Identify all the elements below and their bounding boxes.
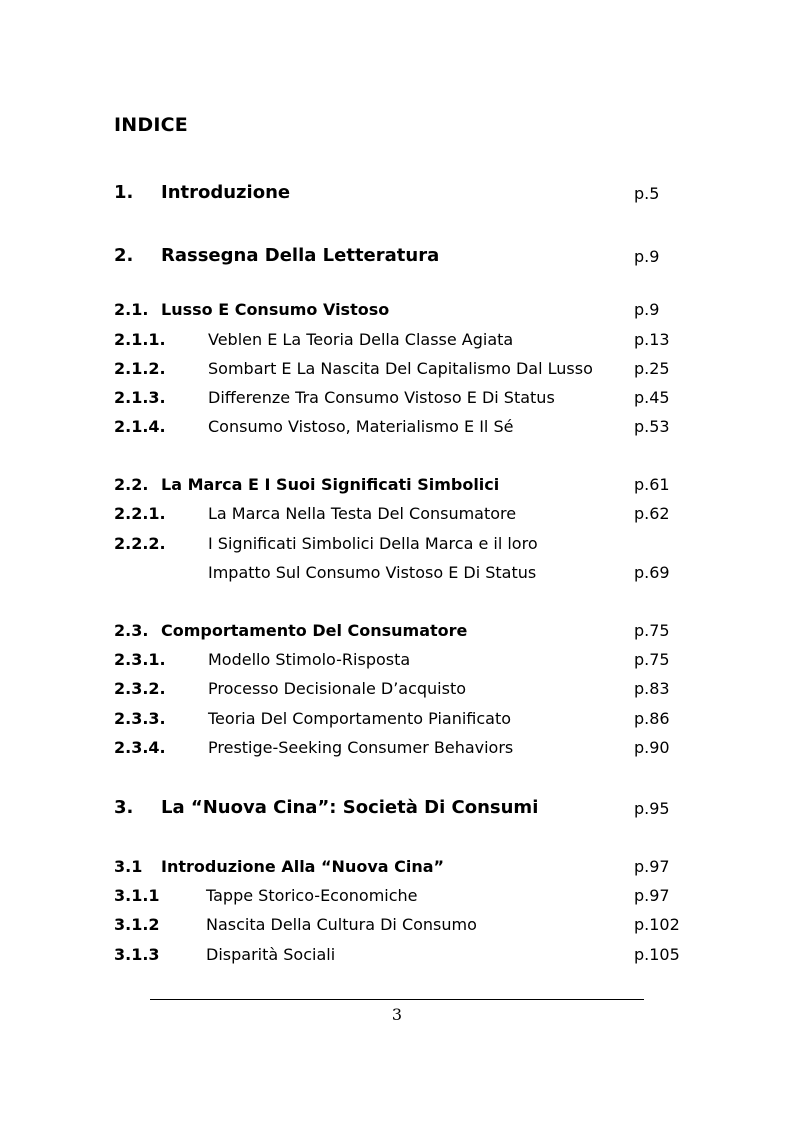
toc-label: Teoria Del Comportamento Pianificato [208, 709, 512, 728]
toc-number: 2.1.4. [114, 417, 166, 436]
toc-entry-2-3[interactable] [114, 621, 694, 645]
toc-label: Consumo Vistoso, Materialismo E Il Sé [208, 417, 514, 436]
toc-page: p.90 [634, 738, 670, 757]
toc-page: p.102 [634, 915, 680, 934]
toc-label: Rassegna Della Letteratura [161, 245, 440, 266]
toc-page: p.5 [634, 184, 660, 203]
toc-number: 2.3.4. [114, 738, 166, 757]
toc-number: 2.1.2. [114, 359, 166, 378]
toc-page: p.75 [634, 650, 670, 669]
toc-page: p.45 [634, 388, 670, 407]
toc-page: p.13 [634, 330, 670, 349]
toc-entry-2[interactable] [114, 245, 694, 269]
toc-number: 2.1.1. [114, 330, 166, 349]
toc-page: p.69 [634, 563, 670, 582]
toc-number: 3.1.3 [114, 945, 160, 964]
toc-label: La Marca E I Suoi Significati Simbolici [161, 475, 500, 494]
toc-entry-1[interactable] [114, 182, 694, 206]
toc-label: Modello Stimolo-Risposta [208, 650, 411, 669]
toc-label: Introduzione Alla “Nuova Cina” [161, 857, 445, 876]
toc-page: p.95 [634, 799, 670, 818]
toc-page: p.97 [634, 857, 670, 876]
toc-number: 2.3.1. [114, 650, 166, 669]
toc-number: 1. [114, 182, 134, 203]
toc-entry-3[interactable] [114, 797, 694, 821]
toc-number: 2.2. [114, 475, 149, 494]
toc-entry-2-3-3[interactable] [114, 709, 694, 733]
toc-page: p.53 [634, 417, 670, 436]
toc-entry-2-1-1[interactable] [114, 330, 694, 354]
toc-label: Differenze Tra Consumo Vistoso E Di Status [208, 388, 555, 407]
toc-page: p.9 [634, 300, 660, 319]
toc-number: 2.1. [114, 300, 149, 319]
toc-page: p.75 [634, 621, 670, 640]
toc-label: Tappe Storico-Economiche [206, 886, 418, 905]
toc-page: p.97 [634, 886, 670, 905]
toc-label: La “Nuova Cina”: Società Di Consumi [161, 797, 539, 818]
toc-label: La Marca Nella Testa Del Consumatore [208, 504, 517, 523]
toc-number: 2. [114, 245, 134, 266]
toc-entry-3-1-2[interactable] [114, 915, 694, 939]
toc-number: 2.3. [114, 621, 149, 640]
toc-entry-2-1[interactable] [114, 300, 694, 324]
toc-label: I Significati Simbolici Della Marca e il loro [208, 534, 538, 553]
toc-number: 3. [114, 797, 134, 818]
toc-entry-2-3-1[interactable] [114, 650, 694, 674]
toc-label: Prestige-Seeking Consumer Behaviors [208, 738, 514, 757]
toc-label: Comportamento Del Consumatore [161, 621, 468, 640]
toc-label-continued: Impatto Sul Consumo Vistoso E Di Status [208, 563, 537, 582]
toc-label: Processo Decisionale D’acquisto [208, 679, 467, 698]
toc-entry-3-1[interactable] [114, 857, 694, 881]
toc-entry-2-1-3[interactable] [114, 388, 694, 412]
toc-number: 3.1.1 [114, 886, 160, 905]
toc-entry-2-1-4[interactable] [114, 417, 694, 441]
toc-label: Lusso E Consumo Vistoso [161, 300, 390, 319]
toc-number: 2.2.1. [114, 504, 166, 523]
page-number: 3 [391, 1005, 403, 1024]
toc-number: 3.1 [114, 857, 143, 876]
toc-label: Nascita Della Cultura Di Consumo [206, 915, 477, 934]
toc-label: Sombart E La Nascita Del Capitalismo Dal Lusso [208, 359, 593, 378]
toc-entry-3-1-1[interactable] [114, 886, 694, 910]
toc-number: 2.1.3. [114, 388, 166, 407]
toc-entry-2-3-2[interactable] [114, 679, 694, 703]
toc-entry-3-1-3[interactable] [114, 945, 694, 969]
toc-entry-2-2-1[interactable] [114, 504, 694, 528]
toc-number: 3.1.2 [114, 915, 160, 934]
toc-entry-2-2-2[interactable] [114, 534, 694, 588]
toc-page: p.83 [634, 679, 670, 698]
toc-number: 2.3.2. [114, 679, 166, 698]
footer-divider [150, 999, 644, 1000]
toc-label: Veblen E La Teoria Della Classe Agiata [208, 330, 514, 349]
toc-label: Introduzione [161, 182, 291, 203]
toc-entry-2-3-4[interactable] [114, 738, 694, 762]
toc-page: p.9 [634, 247, 660, 266]
toc-page: p.25 [634, 359, 670, 378]
toc-page: p.105 [634, 945, 680, 964]
toc-page: p.62 [634, 504, 670, 523]
toc-label: Disparità Sociali [206, 945, 336, 964]
toc-entry-2-2[interactable] [114, 475, 694, 499]
toc-page: p.61 [634, 475, 670, 494]
toc-number: 2.3.3. [114, 709, 166, 728]
toc-number: 2.2.2. [114, 534, 166, 553]
toc-entry-2-1-2[interactable] [114, 359, 694, 383]
toc-page: p.86 [634, 709, 670, 728]
index-heading: INDICE [114, 114, 188, 136]
